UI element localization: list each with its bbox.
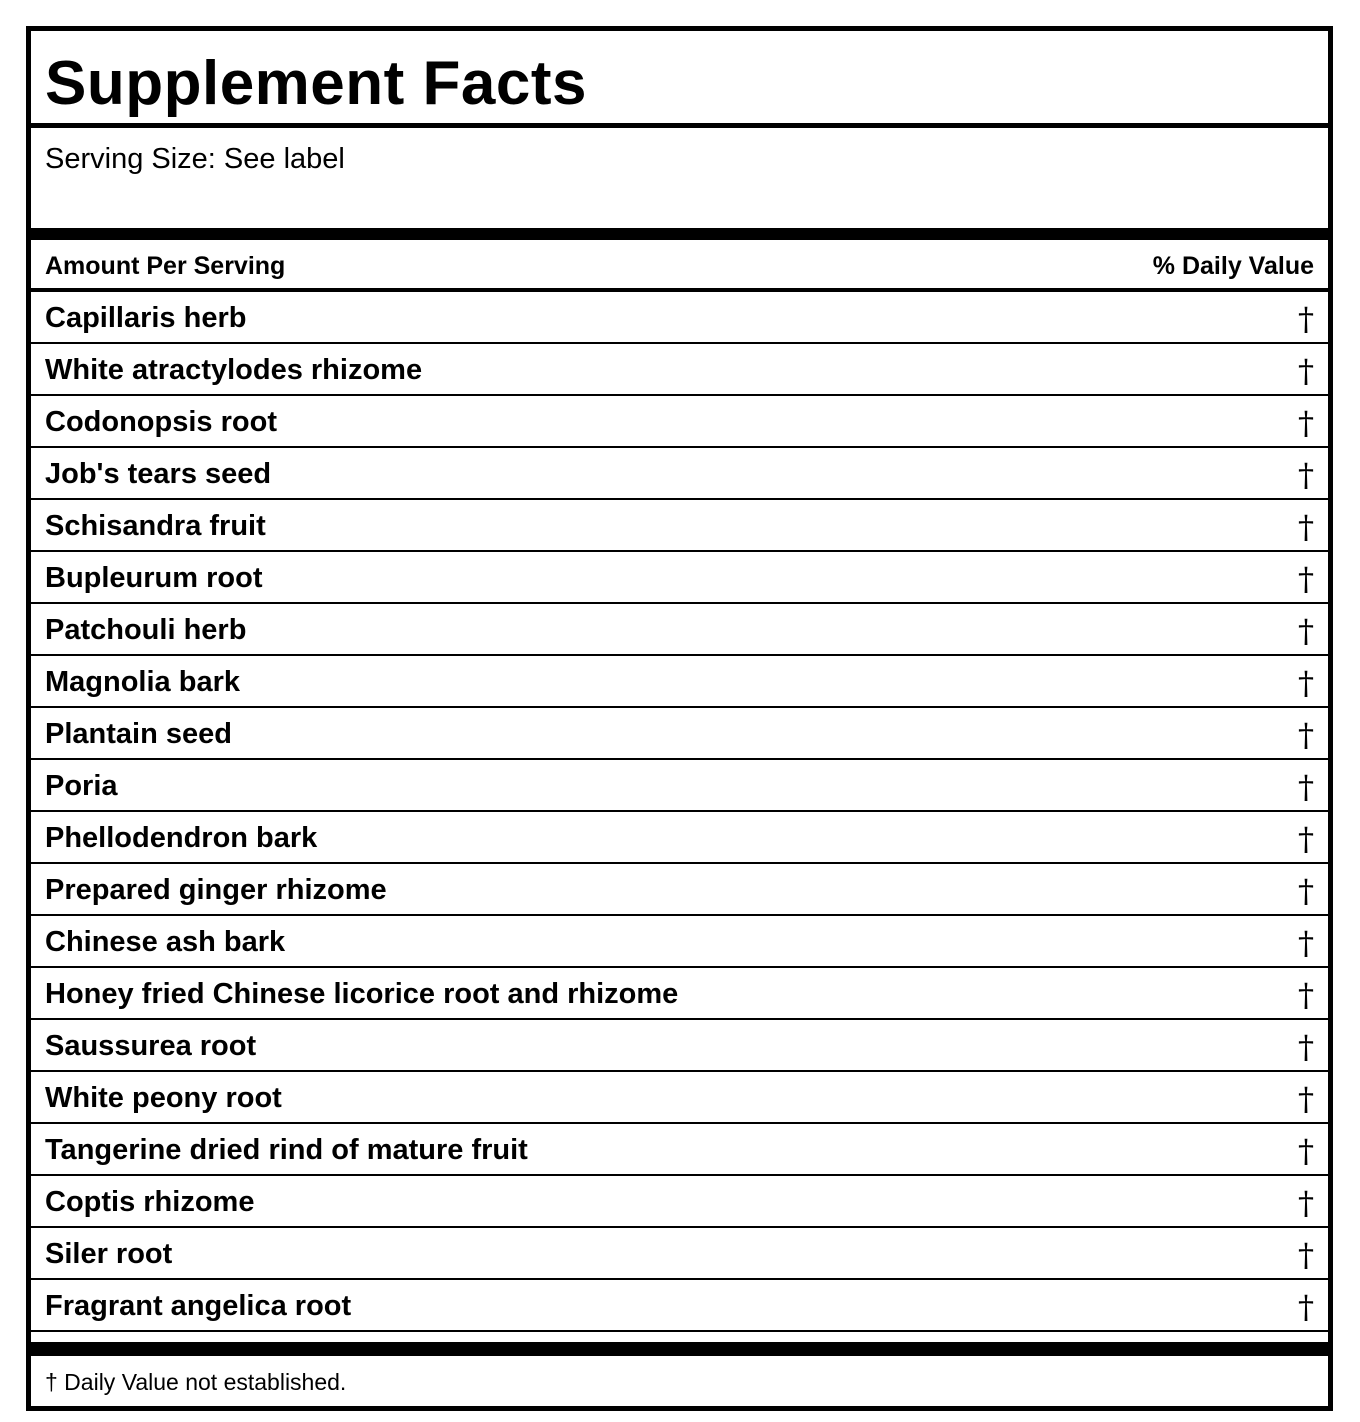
ingredient-name: Fragrant angelica root xyxy=(45,1290,352,1322)
daily-value-dagger: † xyxy=(1298,456,1314,494)
ingredient-row xyxy=(31,760,1328,812)
ingredient-name: Poria xyxy=(45,770,118,802)
ingredient-row xyxy=(31,916,1328,968)
daily-value-dagger: † xyxy=(1298,664,1314,702)
footnote-text: † Daily Value not established. xyxy=(45,1369,347,1395)
ingredient-name: Patchouli herb xyxy=(45,614,247,646)
daily-value-dagger: † xyxy=(1298,300,1314,338)
footnote-section xyxy=(31,1356,1328,1406)
daily-value-dagger: † xyxy=(1298,560,1314,598)
daily-value-dagger: † xyxy=(1298,976,1314,1014)
thick-divider-top xyxy=(31,228,1328,240)
ingredient-row xyxy=(31,396,1328,448)
ingredient-row xyxy=(31,1124,1328,1176)
ingredient-row xyxy=(31,500,1328,552)
ingredient-row xyxy=(31,292,1328,344)
ingredient-name: Schisandra fruit xyxy=(45,510,266,542)
amount-per-serving-header: Amount Per Serving xyxy=(45,252,286,280)
ingredient-name: Saussurea root xyxy=(45,1030,257,1062)
daily-value-dagger: † xyxy=(1298,768,1314,806)
ingredient-row xyxy=(31,448,1328,500)
ingredient-row xyxy=(31,1280,1328,1332)
daily-value-dagger: † xyxy=(1298,924,1314,962)
column-header-row xyxy=(31,240,1328,292)
ingredient-row xyxy=(31,656,1328,708)
ingredient-list xyxy=(31,292,1328,1332)
ingredient-row xyxy=(31,864,1328,916)
ingredient-name: Tangerine dried rind of mature fruit xyxy=(45,1134,528,1166)
ingredient-name: Coptis rhizome xyxy=(45,1186,255,1218)
ingredient-row xyxy=(31,1228,1328,1280)
daily-value-dagger: † xyxy=(1298,1080,1314,1118)
ingredient-name: White atractylodes rhizome xyxy=(45,354,423,386)
ingredient-row xyxy=(31,604,1328,656)
daily-value-dagger: † xyxy=(1298,404,1314,442)
daily-value-dagger: † xyxy=(1298,1288,1314,1326)
ingredient-name: Chinese ash bark xyxy=(45,926,286,958)
serving-size-text: Serving Size: See label xyxy=(45,143,345,175)
ingredient-name: Phellodendron bark xyxy=(45,822,318,854)
daily-value-dagger: † xyxy=(1298,1184,1314,1222)
daily-value-dagger: † xyxy=(1298,508,1314,546)
ingredient-row xyxy=(31,1072,1328,1124)
ingredient-name: Magnolia bark xyxy=(45,666,240,698)
daily-value-dagger: † xyxy=(1298,352,1314,390)
ingredient-row xyxy=(31,1176,1328,1228)
title-section xyxy=(31,31,1328,128)
page-title: Supplement Facts xyxy=(45,49,587,118)
daily-value-dagger: † xyxy=(1298,872,1314,910)
daily-value-header: % Daily Value xyxy=(1152,252,1314,280)
ingredient-name: Job's tears seed xyxy=(45,458,272,490)
ingredient-name: Plantain seed xyxy=(45,718,232,750)
daily-value-dagger: † xyxy=(1298,820,1314,858)
daily-value-dagger: † xyxy=(1298,612,1314,650)
ingredient-row xyxy=(31,552,1328,604)
ingredient-name: White peony root xyxy=(45,1082,282,1114)
ingredient-name: Siler root xyxy=(45,1238,173,1270)
serving-size-section xyxy=(31,128,1328,238)
ingredient-row xyxy=(31,708,1328,760)
daily-value-dagger: † xyxy=(1298,1236,1314,1274)
daily-value-dagger: † xyxy=(1298,1132,1314,1170)
ingredient-name: Honey fried Chinese licorice root and rhizome xyxy=(45,978,679,1010)
ingredient-name: Bupleurum root xyxy=(45,562,263,594)
ingredient-row xyxy=(31,812,1328,864)
ingredient-name: Codonopsis root xyxy=(45,406,277,438)
daily-value-dagger: † xyxy=(1298,1028,1314,1066)
ingredient-name: Capillaris herb xyxy=(45,302,247,334)
supplement-facts-panel xyxy=(26,26,1333,1411)
ingredient-row xyxy=(31,968,1328,1020)
ingredient-row xyxy=(31,344,1328,396)
ingredient-name: Prepared ginger rhizome xyxy=(45,874,387,906)
ingredient-row xyxy=(31,1020,1328,1072)
daily-value-dagger: † xyxy=(1298,716,1314,754)
thick-divider-bottom xyxy=(31,1342,1328,1356)
